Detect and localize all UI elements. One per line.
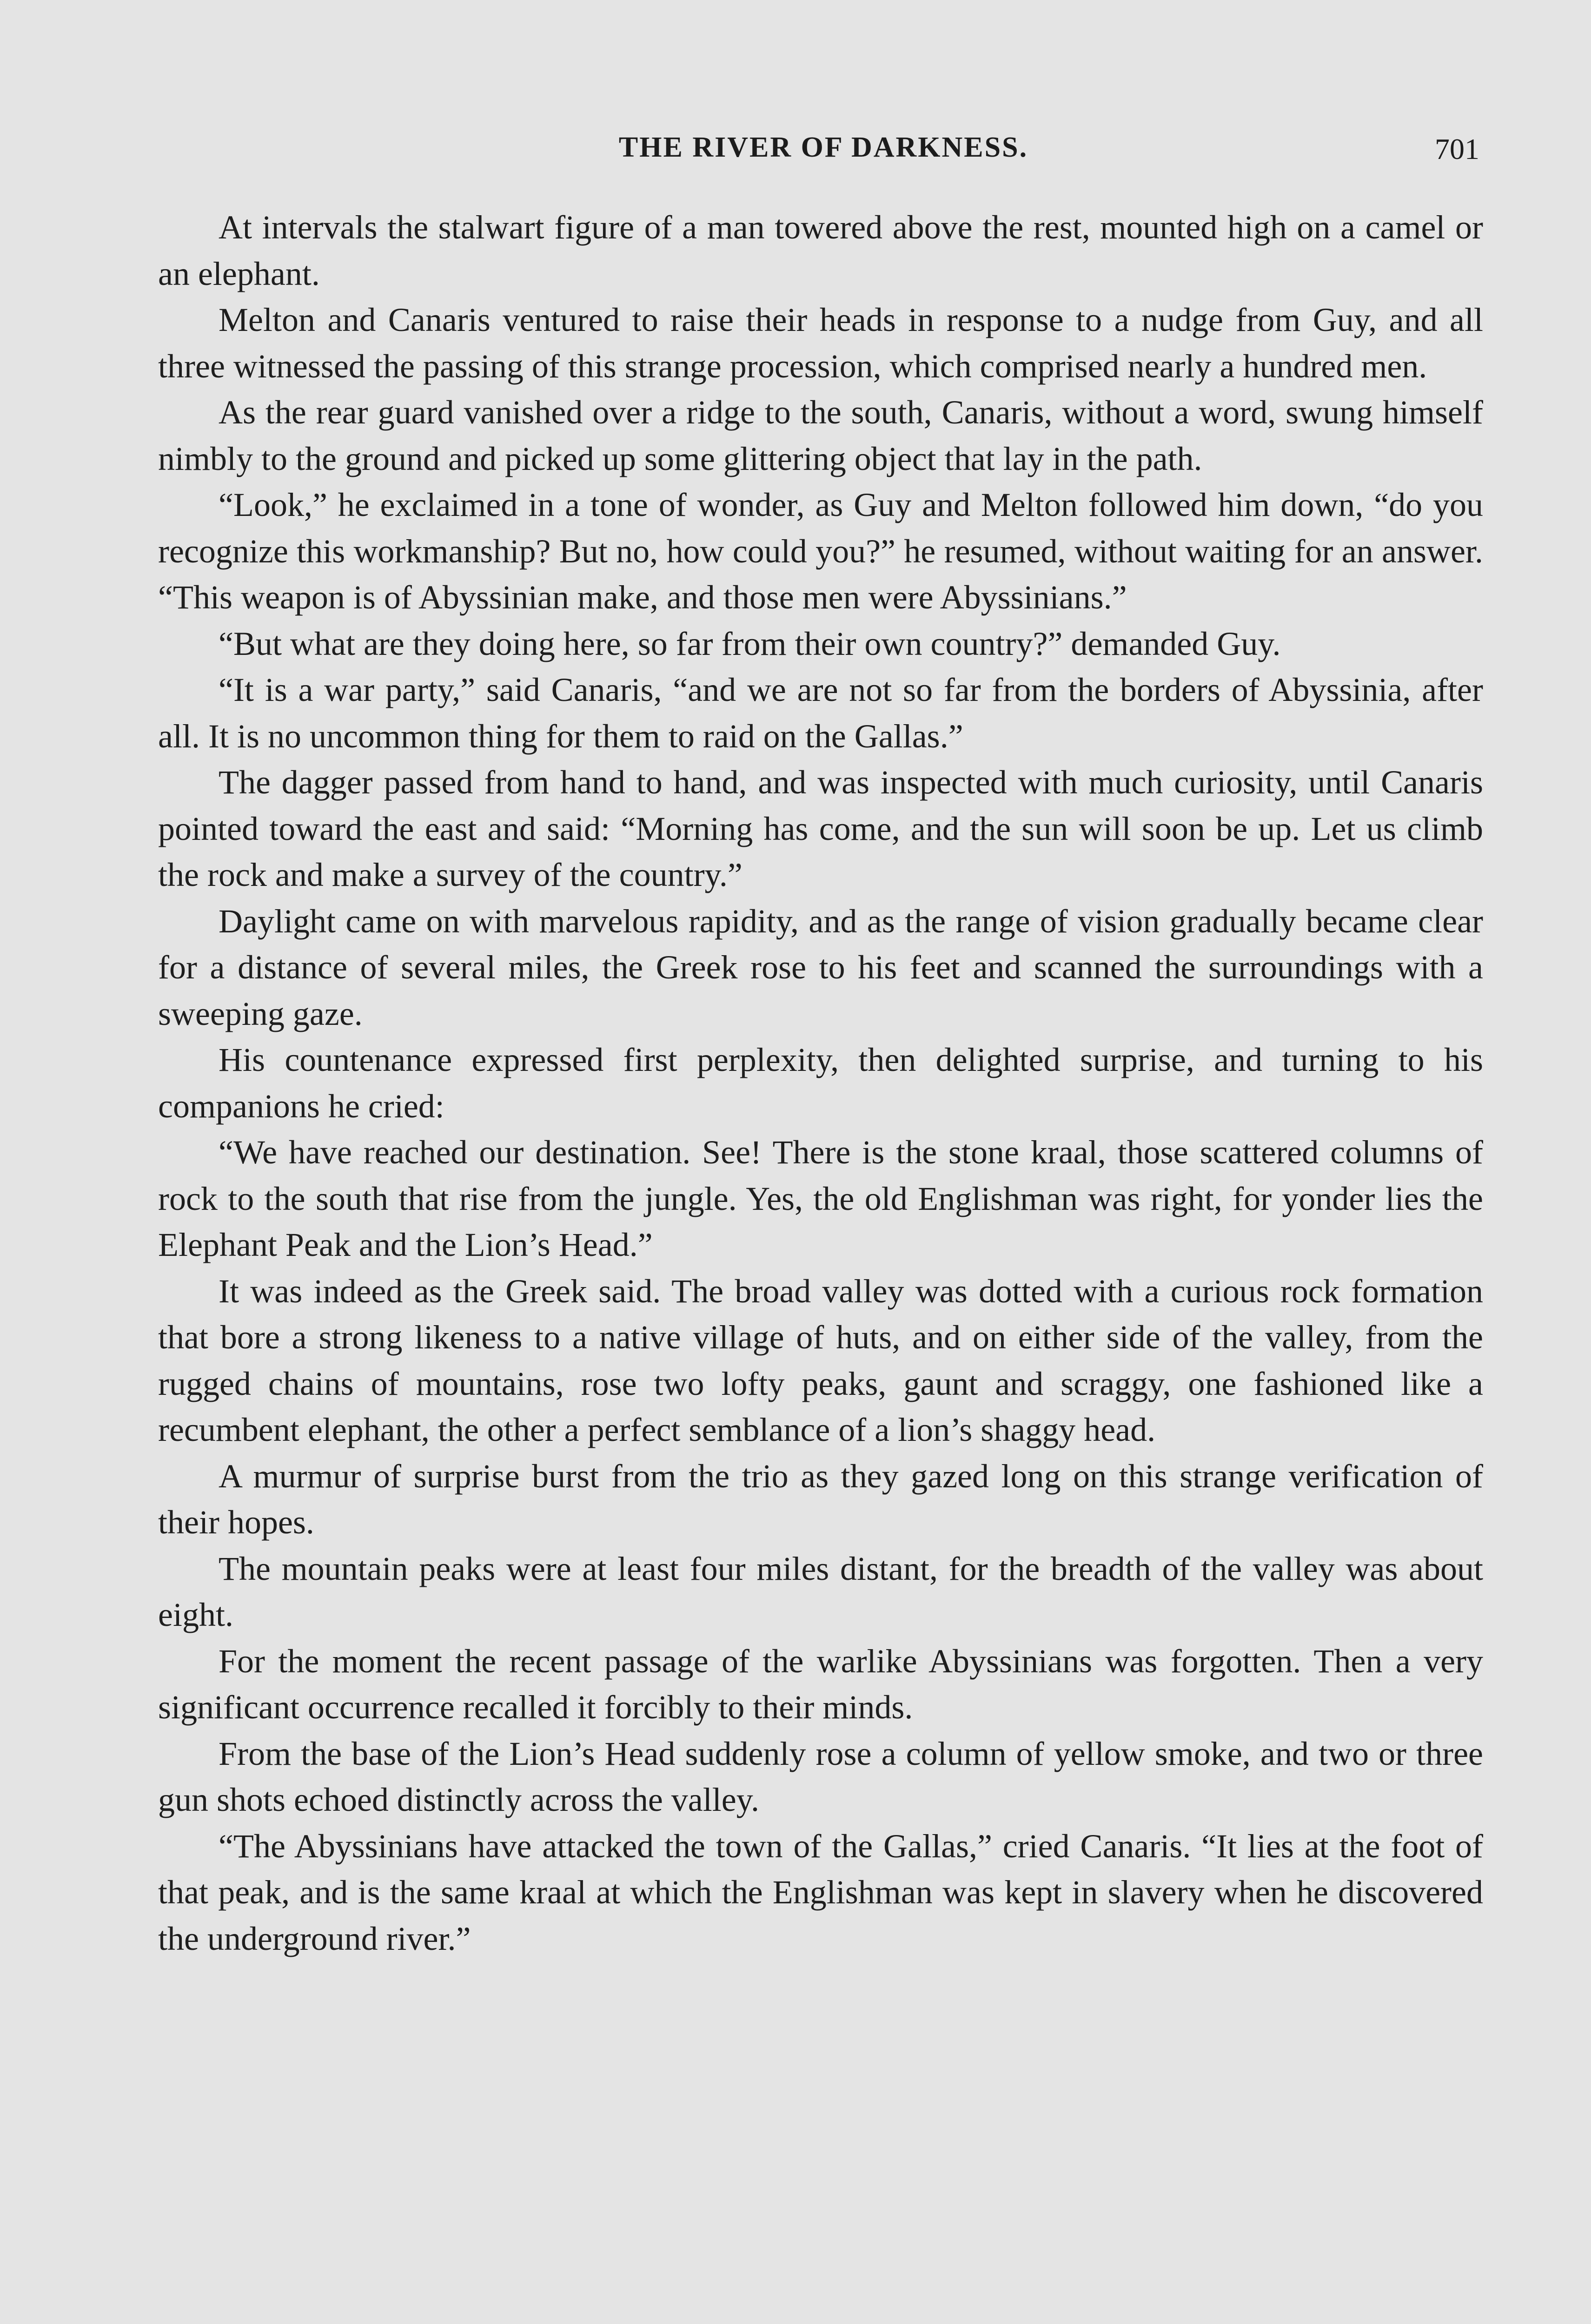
- paragraph: As the rear guard vanished over a ridge to the south, Canaris, without a word, swung himself nimbly to the ground and picked up some glittering object that lay in the path.: [158, 394, 1483, 477]
- body-text: [158, 205, 1483, 1962]
- paragraph: For the moment the recent passage of the warlike Abyssinians was forgotten. Then a very significant occurrence recalled it forcibly to their minds.: [158, 1642, 1483, 1726]
- running-title: THE RIVER OF DARKNESS.: [618, 132, 1028, 163]
- paragraph: From the base of the Lion’s Head suddenly rose a column of yellow smoke, and two or three gun shots echoed distinctly across the valley.: [158, 1735, 1483, 1818]
- paragraph: “Look,” he exclaimed in a tone of wonder, as Guy and Melton followed him down, “do you recognize this workmanship? But no, how could you?” he resumed, without waiting for an answer. “This weapon is of Abyssinian make, and those men were Abyssinians.”: [158, 486, 1483, 616]
- page-number: 701: [1435, 132, 1479, 165]
- paragraph: It was indeed as the Greek said. The broad valley was dotted with a curious rock formation that bore a strong likeness to a native village of huts, and on either side of the valley, from the rugged chains of mountains, rose two lofty peaks, gaunt and scraggy, one fashioned like a recumbent elephant, the other a perfect semblance of a lion’s shaggy head.: [158, 1272, 1483, 1448]
- paragraph: “The Abyssinians have attacked the town of the Gallas,” cried Canaris. “It lies at the foot of that peak, and is the same kraal at which the Englishman was kept in slavery when he discovered the underground river.”: [158, 1827, 1483, 1957]
- paragraph: Melton and Canaris ventured to raise their heads in response to a nudge from Guy, and all three witnessed the passing of this strange procession, which comprised nearly a hundred men.: [158, 301, 1483, 385]
- paragraph: His countenance expressed first perplexity, then delighted surprise, and turning to his companions he cried:: [158, 1041, 1483, 1125]
- paragraph: At intervals the stalwart figure of a man towered above the rest, mounted high on a camel or an elephant.: [158, 209, 1483, 292]
- page-header: [158, 126, 1489, 178]
- paragraph: “But what are they doing here, so far from their own country?” demanded Guy.: [219, 625, 1281, 662]
- paragraph: “We have reached our destination. See! There is the stone kraal, those scattered columns of rock to the south that rise from the jungle. Yes, the old Englishman was right, for yonder lies the Elephant Peak and the Lion’s Head.”: [158, 1134, 1483, 1263]
- paragraph: Daylight came on with marvelous rapidity, and as the range of vision gradually became clear for a distance of several miles, the Greek rose to his feet and scanned the surroundings with a sweeping gaze.: [158, 902, 1483, 1032]
- paragraph: A murmur of surprise burst from the trio as they gazed long on this strange verification of their hopes.: [158, 1457, 1483, 1541]
- paragraph: The dagger passed from hand to hand, and was inspected with much curiosity, until Canaris pointed toward the east and said: “Morning has come, and the sun will soon be up. Let us climb the rock and make a survey of the country.”: [158, 764, 1483, 893]
- paragraph: “It is a war party,” said Canaris, “and we are not so far from the borders of Abyssinia, after all. It is no uncommon thing for them to raid on the Gallas.”: [158, 671, 1483, 755]
- paragraph: The mountain peaks were at least four miles distant, for the breadth of the valley was about eight.: [158, 1550, 1483, 1633]
